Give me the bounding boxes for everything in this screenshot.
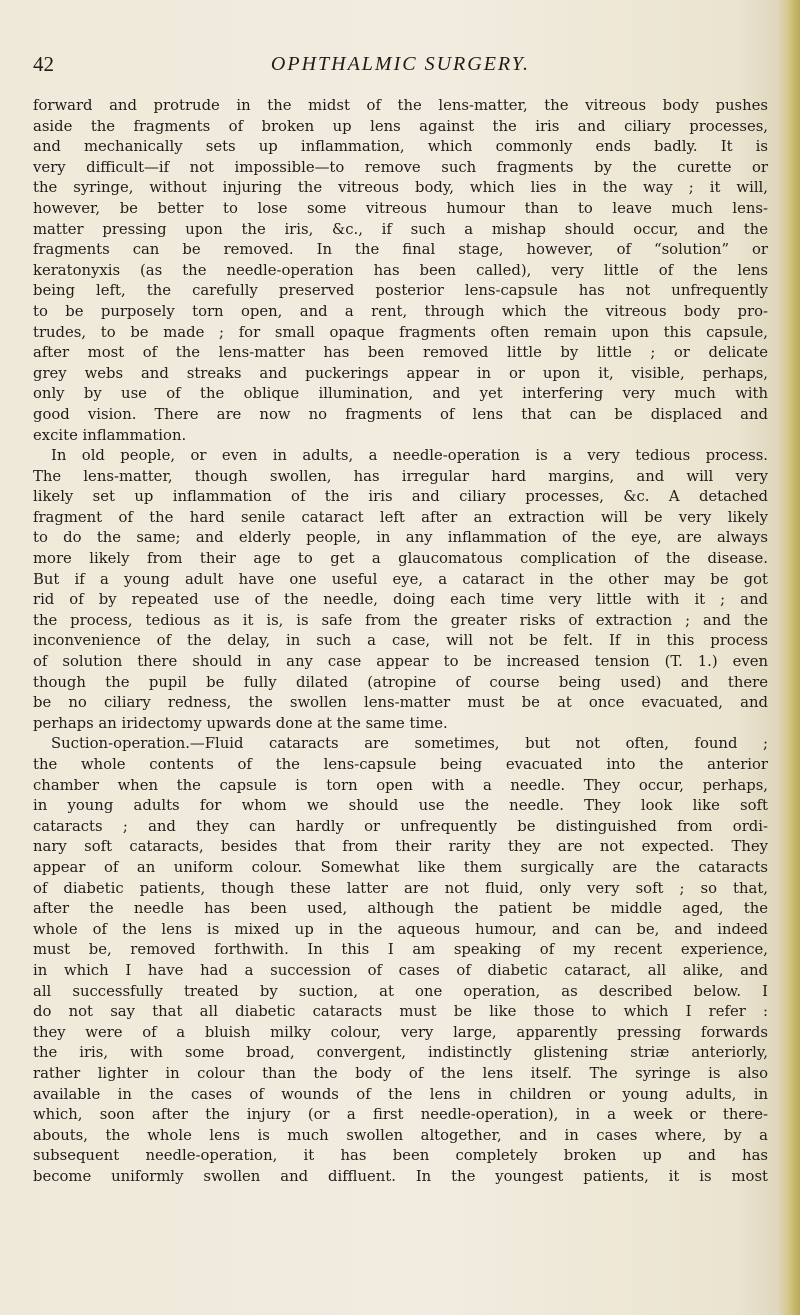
text-line: inconvenience of the delay, in such a case, will not be felt. If in this process (33, 632, 768, 650)
text-line: the iris, with some broad, convergent, indistinctly glistening striæ anteriorly, (33, 1044, 768, 1062)
text-line: in young adults for whom we should use the needle. They look like soft (33, 797, 768, 815)
text-line: matter pressing upon the iris, &c., if such a mishap should occur, and the (33, 220, 768, 238)
text-line: The lens-matter, though swollen, has irregular hard margins, and will very (33, 467, 768, 485)
text-line: which, soon after the injury (or a first needle-operation), in a week or there- (33, 1106, 768, 1124)
text-line: appear of an uniform colour. Somewhat like them surgically are the cataracts (33, 858, 768, 876)
text-line: subsequent needle-operation, it has been completely broken up and has (33, 1147, 768, 1165)
text-line: rather lighter in colour than the body of the lens itself. The syringe is also (33, 1064, 768, 1082)
text-line: likely set up inflammation of the iris and ciliary processes, &c. A detached (33, 488, 768, 506)
text-line: do not say that all diabetic cataracts must be like those to which I refer : (33, 1003, 768, 1021)
text-line: But if a young adult have one useful eye, a cataract in the other may be got (33, 570, 768, 588)
text-line: after the needle has been used, although the patient be middle aged, the (33, 900, 768, 918)
running-head: OPHTHALMIC SURGERY. (270, 53, 531, 75)
text-line: chamber when the capsule is torn open with a needle. They occur, perhaps, (33, 776, 768, 794)
text-line: of solution there should in any case appear to be increased tension (T. 1.) even (33, 653, 768, 671)
text-line: of diabetic patients, though these latter are not fluid, only very soft ; so that, (33, 879, 768, 897)
text-line: available in the cases of wounds of the lens in children or young adults, in (33, 1085, 768, 1103)
text-line: fragment of the hard senile cataract left after an extraction will be very likely (33, 508, 768, 526)
text-line: the process, tedious as it is, is safe from the greater risks of extraction ; and the (33, 611, 768, 629)
page-number: 42 (33, 52, 54, 76)
text-line: keratonyxis (as the needle-operation has been called), very little of the lens (33, 261, 768, 279)
text-line: though the pupil be fully dilated (atropine of course being used) and there (33, 673, 768, 691)
text-line: the whole contents of the lens-capsule being evacuated into the anterior (33, 756, 768, 773)
text-line: cataracts ; and they can hardly or unfrequently be distinguished from ordi- (33, 817, 768, 835)
text-line: be no ciliary redness, the swollen lens-matter must be at once evacuated, and (33, 694, 768, 712)
text-line: grey webs and streaks and puckerings appear in or upon it, visible, perhaps, (33, 364, 768, 382)
text-line: aside the fragments of broken up lens against the iris and ciliary processes, (33, 117, 768, 135)
text-line: the syringe, without injuring the vitreous body, which lies in the way ; it will, (33, 179, 768, 197)
text-line: good vision. There are now no fragments of lens that can be displaced and (33, 405, 768, 423)
text-line: abouts, the whole lens is much swollen altogether, and in cases where, by a (33, 1126, 768, 1144)
text-line: perhaps an iridectomy upwards done at the same time. (33, 714, 448, 732)
text-line: more likely from their age to get a glaucomatous complication of the disease. (33, 550, 768, 568)
text-line: nary soft cataracts, besides that from their rarity they are not expected. They (33, 838, 768, 856)
text-line: only by use of the oblique illumination, and yet interfering very much with (33, 385, 768, 403)
text-line: all successfully treated by suction, at one operation, as described below. I (33, 982, 768, 1000)
text-line: fragments can be removed. In the final stage, however, of “solution” or (33, 241, 768, 259)
text-line: however, be better to lose some vitreous humour than to leave much lens- (33, 199, 768, 217)
page-edge (778, 0, 800, 1315)
text-line: trudes, to be made ; for small opaque fragments often remain upon this capsule, (33, 323, 768, 341)
page-header (33, 50, 768, 78)
text-line: become uniformly swollen and diffluent. In the youngest patients, it is most (33, 1167, 768, 1185)
text-line: after most of the lens-matter has been removed little by little ; or delicate (33, 344, 768, 362)
text-line: very difficult—if not impossible—to remove such fragments by the curette or (33, 158, 768, 176)
text-line: to be purposely torn open, and a rent, through which the vitreous body pro- (33, 302, 768, 320)
text-line: Suction-operation.—Fluid cataracts are sometimes, but not often, found ; (51, 735, 768, 753)
text-line: must be, removed forthwith. In this I am speaking of my recent experience, (33, 941, 768, 959)
text-line: to do the same; and elderly people, in any inflammation of the eye, are always (33, 529, 768, 547)
text-line: In old people, or even in adults, a needle-operation is a very tedious process. (51, 447, 768, 465)
text-line: they were of a bluish milky colour, very large, apparently pressing forwards (33, 1023, 768, 1041)
text-line: in which I have had a succession of cases of diabetic cataract, all alike, and (33, 961, 768, 979)
text-line: excite inflammation. (33, 426, 187, 444)
body-text (33, 96, 768, 1187)
text-line: being left, the carefully preserved posterior lens-capsule has not unfrequently (33, 282, 768, 300)
text-line: forward and protrude in the midst of the lens-matter, the vitreous body pushes (33, 97, 768, 114)
text-line: whole of the lens is mixed up in the aqueous humour, and can be, and indeed (33, 920, 768, 938)
text-line: and mechanically sets up inflammation, which commonly ends badly. It is (33, 138, 768, 156)
text-line: rid of by repeated use of the needle, doing each time very little with it ; and (33, 591, 768, 609)
